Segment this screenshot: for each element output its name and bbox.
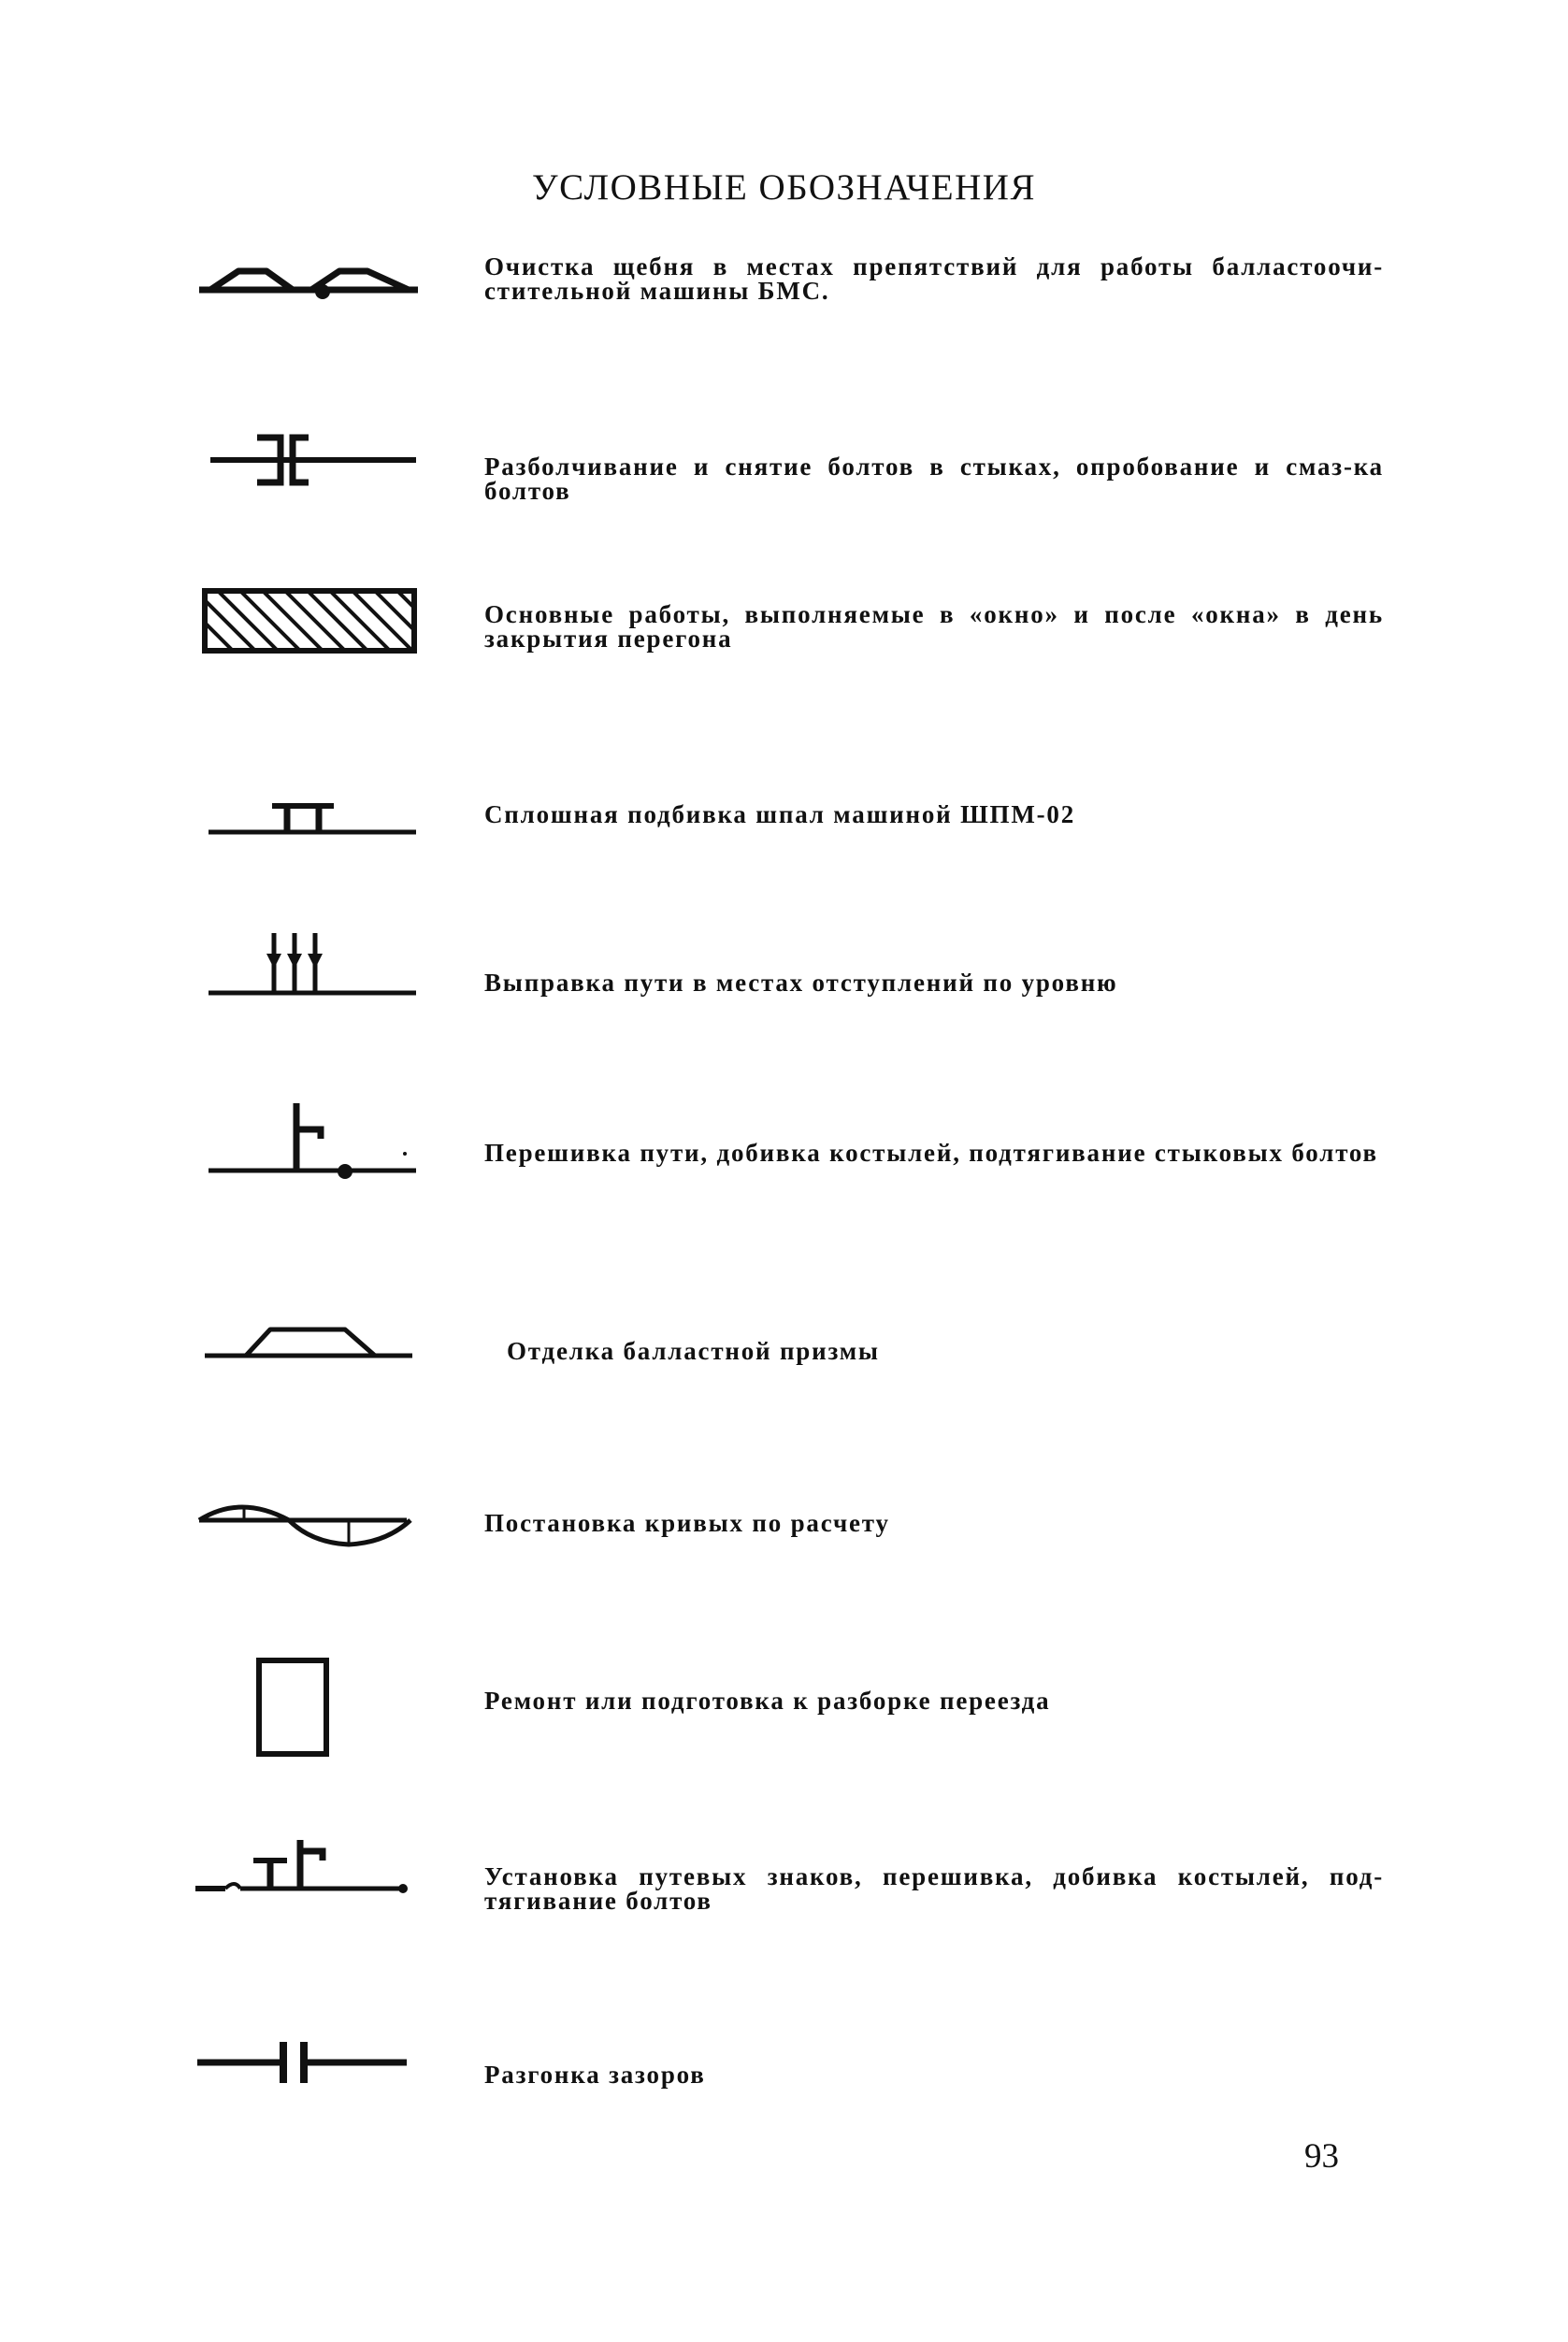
page-title: УСЛОВНЫЕ ОБОЗНАЧЕНИЯ (532, 167, 1036, 208)
legend-text: Разболчивание и снятие болтов в стыках, опробование и смаз-ка болтов (484, 453, 1384, 505)
ballast-prism-icon (192, 1318, 425, 1365)
curve-setting-icon (192, 1498, 425, 1554)
ballast-cleaning-icon (192, 254, 425, 310)
legend-text: Сплошная подбивка шпал машиной ШПМ-02 (484, 800, 1076, 828)
track-signs-icon (192, 1832, 425, 1898)
legend-text: Очистка щебня в местах препятствий для работы балластоочи-стительной машины БМС. (484, 252, 1384, 305)
page-number: 93 (1304, 2137, 1339, 2176)
legend-text: Перешивка пути, добивка костылей, подтягивание стыковых болтов (484, 1139, 1378, 1167)
tamping-machine-icon (192, 795, 425, 841)
legend-text: Разгонка зазоров (484, 2061, 706, 2089)
legend-text: Установка путевых знаков, перешивка, добивка костылей, под-тягивание болтов (484, 1862, 1384, 1915)
hatched-block-icon (192, 587, 425, 654)
crossing-rectangle-icon (192, 1655, 425, 1758)
legend-text: Ремонт или подготовка к разборке переезда (484, 1687, 1051, 1715)
gap-adjustment-icon (192, 2034, 425, 2091)
spike-respiking-icon (192, 1096, 425, 1180)
legend-text: Основные работы, выполняемые в «окно» и после «окна» в день закрытия перегона (484, 600, 1384, 653)
legend-text: Постановка кривых по расчету (484, 1509, 890, 1537)
level-correction-arrows-icon (192, 926, 425, 1000)
legend-text: Отделка балластной призмы (507, 1337, 880, 1365)
legend-text: Выправка пути в местах отступлений по уровню (484, 969, 1118, 997)
bolt-removal-icon (192, 432, 425, 488)
